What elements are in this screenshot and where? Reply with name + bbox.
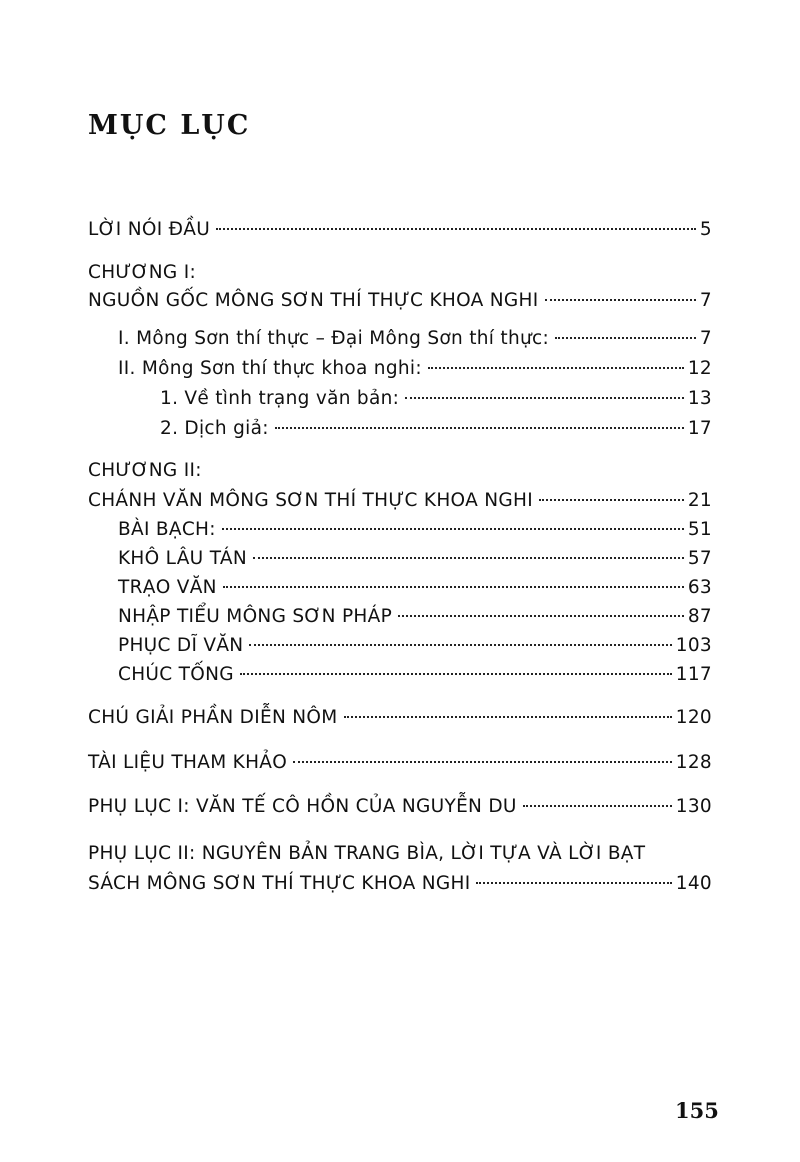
toc-entry-label: II. Mông Sơn thí thực khoa nghi: [118, 358, 422, 379]
toc-entry-label: LỜI NÓI ĐẦU [88, 219, 211, 240]
dot-leader [222, 528, 684, 530]
toc-entry-label: PHỤC DĨ VĂN [118, 635, 244, 656]
toc-entry-label: CHÚ GIẢI PHẦN DIỄN NÔM [88, 707, 338, 728]
toc-entry-page: 5 [699, 219, 712, 240]
chapter-heading-1: CHƯƠNG I: [88, 262, 197, 283]
toc-entry-nhap-tieu [118, 604, 712, 630]
dot-leader [216, 228, 696, 230]
toc-entry-chanh-van [88, 488, 712, 514]
toc-entry-label: 2. Dịch giả: [160, 418, 269, 439]
toc-entry-section-2 [118, 356, 712, 382]
dot-leader [398, 615, 684, 617]
toc-entry-page: 130 [675, 796, 712, 817]
toc-entry-page: 7 [699, 290, 712, 311]
toc-entry-page: 117 [675, 664, 712, 685]
dot-leader [523, 805, 672, 807]
toc-entry-label: KHÔ LÂU TÁN [118, 548, 247, 569]
dot-leader [253, 557, 684, 559]
toc-entry-phu-luc-2 [88, 871, 712, 897]
toc-entry-label: CHÁNH VĂN MÔNG SƠN THÍ THỰC KHOA NGHI [88, 490, 533, 511]
toc-entry-label: 1. Về tình trạng văn bản: [160, 388, 400, 409]
toc-entry-tai-lieu [88, 750, 712, 776]
toc-entry-label: PHỤ LỤC I: VĂN TẾ CÔ HỒN CỦA NGUYỄN DU [88, 796, 517, 817]
toc-entry-page: 140 [675, 873, 712, 894]
dot-leader [405, 397, 684, 399]
toc-entry-page: 63 [687, 577, 712, 598]
dot-leader [344, 716, 672, 718]
toc-entry-nguon-goc [88, 288, 712, 314]
dot-leader [275, 427, 684, 429]
appendix-heading-2: PHỤ LỤC II: NGUYÊN BẢN TRANG BÌA, LỜI TỰA VÀ LỜI BẠT [88, 843, 646, 864]
toc-entry-subsection-1 [160, 386, 712, 412]
toc-entry-page: 87 [687, 606, 712, 627]
dot-leader [539, 499, 684, 501]
dot-leader [476, 882, 671, 884]
dot-leader [545, 299, 696, 301]
dot-leader [293, 761, 672, 763]
toc-entry-page: 17 [687, 418, 712, 439]
toc-entry-label: I. Mông Sơn thí thực – Đại Mông Sơn thí thực: [118, 328, 549, 349]
toc-entry-label: TÀI LIỆU THAM KHẢO [88, 752, 288, 773]
toc-entry-page: 120 [675, 707, 712, 728]
dot-leader [240, 673, 672, 675]
dot-leader [249, 644, 671, 646]
toc-entry-label: BÀI BẠCH: [118, 519, 216, 540]
toc-entry-subsection-2 [160, 416, 712, 442]
dot-leader [428, 367, 684, 369]
toc-entry-kho-lau-tan [118, 546, 712, 572]
page-number: 155 [675, 1098, 719, 1123]
toc-entry-label: NHẬP TIỂU MÔNG SƠN PHÁP [118, 606, 393, 627]
toc-entry-page: 128 [675, 752, 712, 773]
dot-leader [555, 337, 696, 339]
toc-entry-loi-noi-dau [88, 217, 712, 243]
toc-entry-label: SÁCH MÔNG SƠN THÍ THỰC KHOA NGHI [88, 873, 471, 894]
toc-entry-phu-luc-1 [88, 794, 712, 820]
toc-entry-page: 103 [675, 635, 712, 656]
toc-entry-trao-van [118, 575, 712, 601]
toc-entry-page: 13 [687, 388, 712, 409]
toc-entry-page: 57 [687, 548, 712, 569]
chapter-heading-2: CHƯƠNG II: [88, 460, 202, 481]
toc-entry-label: TRẠO VĂN [118, 577, 217, 598]
toc-entry-page: 21 [687, 490, 712, 511]
toc-entry-section-1 [118, 326, 712, 352]
toc-entry-chuc-tong [118, 662, 712, 688]
toc-entry-page: 7 [699, 328, 712, 349]
toc-entry-page: 12 [687, 358, 712, 379]
page-title: MỤC LỤC [88, 110, 251, 141]
dot-leader [223, 586, 684, 588]
toc-entry-bai-bach [118, 517, 712, 543]
toc-entry-page: 51 [687, 519, 712, 540]
toc-entry-label: CHÚC TỐNG [118, 664, 234, 685]
toc-entry-label: NGUỒN GỐC MÔNG SƠN THÍ THỰC KHOA NGHI [88, 290, 539, 311]
toc-entry-chu-giai [88, 705, 712, 731]
toc-entry-phuc-di-van [118, 633, 712, 659]
